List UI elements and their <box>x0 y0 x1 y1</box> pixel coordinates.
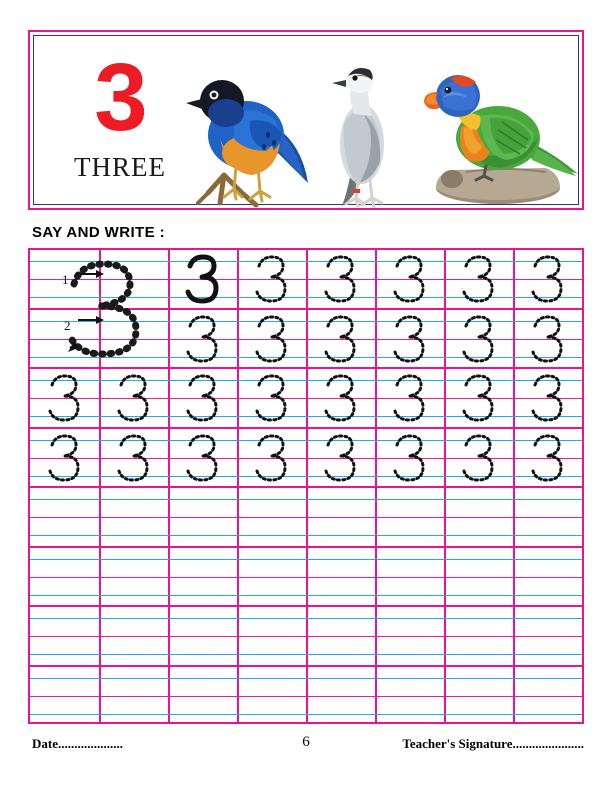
numeral-block <box>60 44 180 182</box>
tracing-grid <box>28 248 584 724</box>
say-and-write-heading: SAY AND WRITE : <box>32 224 165 241</box>
numeral-digit: 3 <box>94 44 146 151</box>
page-number: 6 <box>302 734 310 750</box>
grid-outer-border <box>28 248 584 724</box>
illustration-panel <box>28 30 584 210</box>
numeral-word: THREE <box>74 152 166 182</box>
date-field-label[interactable]: Date.................... <box>32 736 123 751</box>
white-grey-bird <box>298 58 418 208</box>
bird-illustrations <box>180 40 580 208</box>
page-footer <box>0 736 612 760</box>
rainbow-lorikeet-bird <box>406 48 581 208</box>
svg-text:1: 1 <box>62 272 69 287</box>
teacher-signature-label[interactable]: Teacher's Signature...................... <box>402 736 584 751</box>
svg-text:2: 2 <box>64 318 71 333</box>
superb-starling-bird <box>180 43 310 208</box>
